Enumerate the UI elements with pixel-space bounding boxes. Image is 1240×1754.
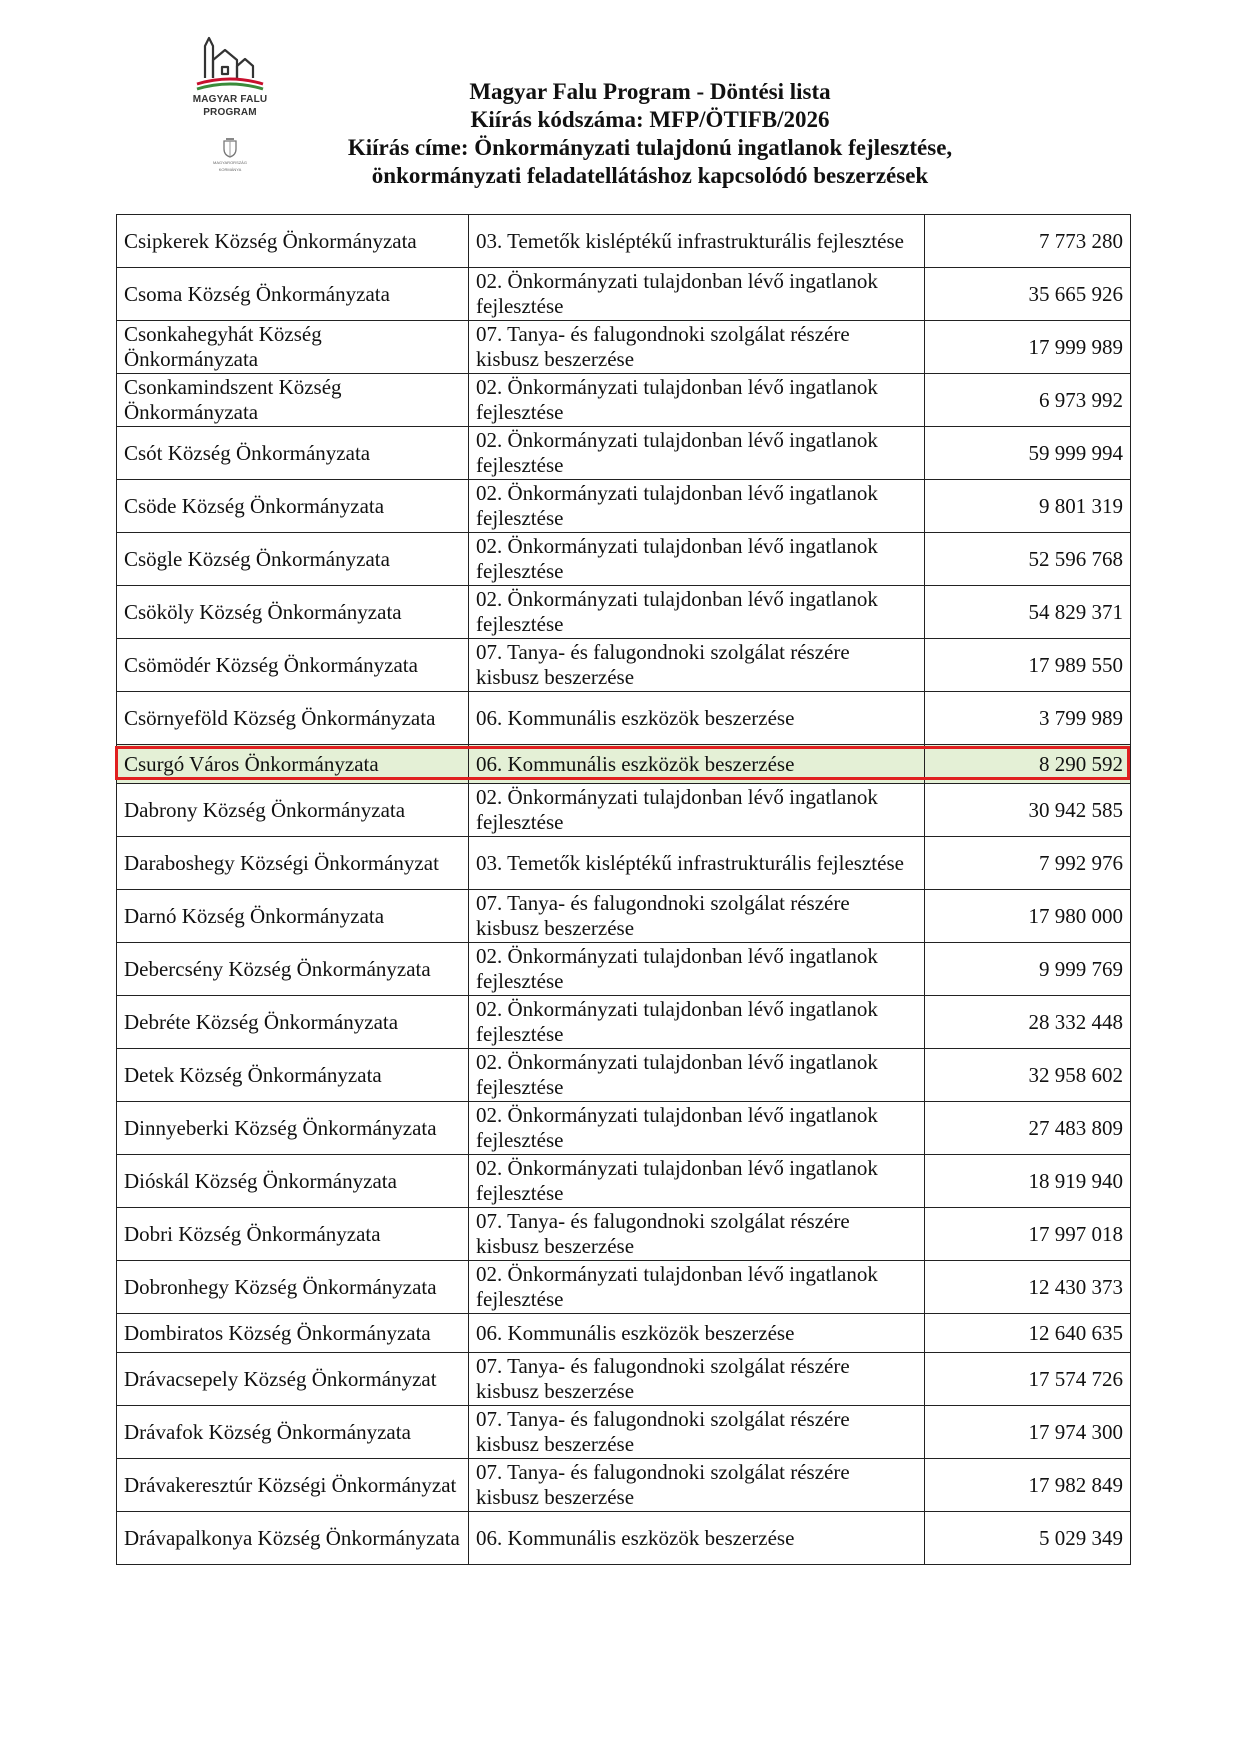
amount-cell: 17 974 300 [925, 1406, 1131, 1459]
table-row [117, 639, 1131, 692]
municipality-cell: Dombiratos Község Önkormányzata [117, 1314, 469, 1353]
table-row [117, 1353, 1131, 1406]
table-row [117, 1049, 1131, 1102]
category-cell: 06. Kommunális eszközök beszerzése [469, 1314, 925, 1353]
amount-cell: 28 332 448 [925, 996, 1131, 1049]
table-row [117, 268, 1131, 321]
municipality-cell: Csonkahegyhát Község Önkormányzata [117, 321, 469, 374]
header-title: Magyar Falu Program - Döntési lista [469, 79, 831, 104]
municipality-cell: Csoma Község Önkormányzata [117, 268, 469, 321]
highlighted-table-row [117, 745, 1131, 784]
municipality-cell: Detek Község Önkormányzata [117, 1049, 469, 1102]
municipality-cell: Csököly Község Önkormányzata [117, 586, 469, 639]
amount-cell: 17 997 018 [925, 1208, 1131, 1261]
table-row [117, 784, 1131, 837]
decision-list-table [116, 214, 1131, 1565]
amount-cell: 17 989 550 [925, 639, 1131, 692]
amount-cell: 7 992 976 [925, 837, 1131, 890]
amount-cell: 32 958 602 [925, 1049, 1131, 1102]
table-row [117, 837, 1131, 890]
government-label-line2: KORMÁNYA [218, 167, 242, 172]
municipality-cell: Dobronhegy Község Önkormányzata [117, 1261, 469, 1314]
table-row [117, 1512, 1131, 1565]
category-cell: 07. Tanya- és falugondnoki szolgálat részére kisbusz beszerzése [469, 1459, 925, 1512]
header-code: Kiírás kódszáma: MFP/ÖTIFB/2026 [470, 107, 830, 132]
municipality-cell: Csömödér Község Önkormányzata [117, 639, 469, 692]
table-row [117, 890, 1131, 943]
category-cell: 02. Önkormányzati tulajdonban lévő ingatlanok fejlesztése [469, 374, 925, 427]
header-subject-line1: Kiírás címe: Önkormányzati tulajdonú ingatlanok fejlesztése, [347, 135, 953, 160]
header-subject-line2: önkormányzati feladatellátáshoz kapcsolódó beszerzések [371, 163, 929, 188]
amount-cell: 7 773 280 [925, 215, 1131, 268]
amount-cell: 17 999 989 [925, 321, 1131, 374]
table-row [117, 943, 1131, 996]
municipality-cell: Drávakeresztúr Községi Önkormányzat [117, 1459, 469, 1512]
category-cell: 02. Önkormányzati tulajdonban lévő ingatlanok fejlesztése [469, 1102, 925, 1155]
category-cell: 02. Önkormányzati tulajdonban lévő ingatlanok fejlesztése [469, 427, 925, 480]
category-cell: 02. Önkormányzati tulajdonban lévő ingatlanok fejlesztése [469, 268, 925, 321]
amount-cell: 27 483 809 [925, 1102, 1131, 1155]
category-cell: 06. Kommunális eszközök beszerzése [469, 692, 925, 745]
table-row [117, 692, 1131, 745]
table-row [117, 215, 1131, 268]
table-row [117, 1155, 1131, 1208]
category-cell: 02. Önkormányzati tulajdonban lévő ingatlanok fejlesztése [469, 996, 925, 1049]
category-cell: 07. Tanya- és falugondnoki szolgálat részére kisbusz beszerzése [469, 1406, 925, 1459]
municipality-cell: Dinnyeberki Község Önkormányzata [117, 1102, 469, 1155]
amount-cell: 30 942 585 [925, 784, 1131, 837]
table-row [117, 321, 1131, 374]
municipality-cell: Debréte Község Önkormányzata [117, 996, 469, 1049]
category-cell: 02. Önkormányzati tulajdonban lévő ingatlanok fejlesztése [469, 943, 925, 996]
municipality-cell: Csót Község Önkormányzata [117, 427, 469, 480]
municipality-cell: Drávacsepely Község Önkormányzat [117, 1353, 469, 1406]
category-cell: 07. Tanya- és falugondnoki szolgálat részére kisbusz beszerzése [469, 1208, 925, 1261]
table-row [117, 427, 1131, 480]
table-row [117, 586, 1131, 639]
amount-cell: 54 829 371 [925, 586, 1131, 639]
table-row [117, 996, 1131, 1049]
government-label-line1: MAGYARORSZÁG [213, 160, 247, 165]
category-cell: 07. Tanya- és falugondnoki szolgálat részére kisbusz beszerzése [469, 639, 925, 692]
table-row [117, 1459, 1131, 1512]
municipality-cell: Darnó Község Önkormányzata [117, 890, 469, 943]
municipality-cell: Debercsény Község Önkormányzata [117, 943, 469, 996]
table-row [117, 1261, 1131, 1314]
village-church-icon [191, 34, 269, 92]
category-cell: 02. Önkormányzati tulajdonban lévő ingatlanok fejlesztése [469, 586, 925, 639]
amount-cell: 3 799 989 [925, 692, 1131, 745]
table-row [117, 1314, 1131, 1353]
category-cell: 07. Tanya- és falugondnoki szolgálat részére kisbusz beszerzése [469, 890, 925, 943]
table-row [117, 480, 1131, 533]
category-cell: 07. Tanya- és falugondnoki szolgálat részére kisbusz beszerzése [469, 321, 925, 374]
category-cell: 03. Temetők kisléptékű infrastrukturális fejlesztése [469, 837, 925, 890]
category-cell: 02. Önkormányzati tulajdonban lévő ingatlanok fejlesztése [469, 480, 925, 533]
municipality-cell: Daraboshegy Községi Önkormányzat [117, 837, 469, 890]
municipality-cell: Dióskál Község Önkormányzata [117, 1155, 469, 1208]
municipality-cell: Drávapalkonya Község Önkormányzata [117, 1512, 469, 1565]
amount-cell: 17 982 849 [925, 1459, 1131, 1512]
coat-of-arms-icon [222, 136, 238, 158]
amount-cell: 6 973 992 [925, 374, 1131, 427]
amount-cell: 17 980 000 [925, 890, 1131, 943]
amount-cell: 12 640 635 [925, 1314, 1131, 1353]
category-cell: 02. Önkormányzati tulajdonban lévő ingatlanok fejlesztése [469, 1261, 925, 1314]
table-row [117, 374, 1131, 427]
table-row [117, 1208, 1131, 1261]
amount-cell: 18 919 940 [925, 1155, 1131, 1208]
category-cell: 02. Önkormányzati tulajdonban lévő ingatlanok fejlesztése [469, 784, 925, 837]
municipality-cell: Csögle Község Önkormányzata [117, 533, 469, 586]
municipality-cell: Csurgó Város Önkormányzata [117, 745, 469, 784]
amount-cell: 59 999 994 [925, 427, 1131, 480]
amount-cell: 9 801 319 [925, 480, 1131, 533]
logo-title-line1: MAGYAR FALU [192, 94, 268, 105]
amount-cell: 52 596 768 [925, 533, 1131, 586]
municipality-cell: Csörnyeföld Község Önkormányzata [117, 692, 469, 745]
category-cell: 07. Tanya- és falugondnoki szolgálat részére kisbusz beszerzése [469, 1353, 925, 1406]
amount-cell: 9 999 769 [925, 943, 1131, 996]
category-cell: 02. Önkormányzati tulajdonban lévő ingatlanok fejlesztése [469, 1155, 925, 1208]
category-cell: 02. Önkormányzati tulajdonban lévő ingatlanok fejlesztése [469, 533, 925, 586]
municipality-cell: Drávafok Község Önkormányzata [117, 1406, 469, 1459]
amount-cell: 12 430 373 [925, 1261, 1131, 1314]
municipality-cell: Dobri Község Önkormányzata [117, 1208, 469, 1261]
category-cell: 06. Kommunális eszközök beszerzése [469, 745, 925, 784]
municipality-cell: Csöde Község Önkormányzata [117, 480, 469, 533]
logo-title-line2: PROGRAM [203, 107, 257, 118]
amount-cell: 8 290 592 [925, 745, 1131, 784]
municipality-cell: Dabrony Község Önkormányzata [117, 784, 469, 837]
program-logo [180, 34, 280, 184]
category-cell: 03. Temetők kisléptékű infrastrukturális fejlesztése [469, 215, 925, 268]
amount-cell: 35 665 926 [925, 268, 1131, 321]
document-header [280, 78, 1020, 190]
amount-cell: 17 574 726 [925, 1353, 1131, 1406]
municipality-cell: Csonkamindszent Község Önkormányzata [117, 374, 469, 427]
category-cell: 02. Önkormányzati tulajdonban lévő ingatlanok fejlesztése [469, 1049, 925, 1102]
amount-cell: 5 029 349 [925, 1512, 1131, 1565]
table-row [117, 1102, 1131, 1155]
category-cell: 06. Kommunális eszközök beszerzése [469, 1512, 925, 1565]
table-row [117, 533, 1131, 586]
table-row [117, 1406, 1131, 1459]
municipality-cell: Csipkerek Község Önkormányzata [117, 215, 469, 268]
